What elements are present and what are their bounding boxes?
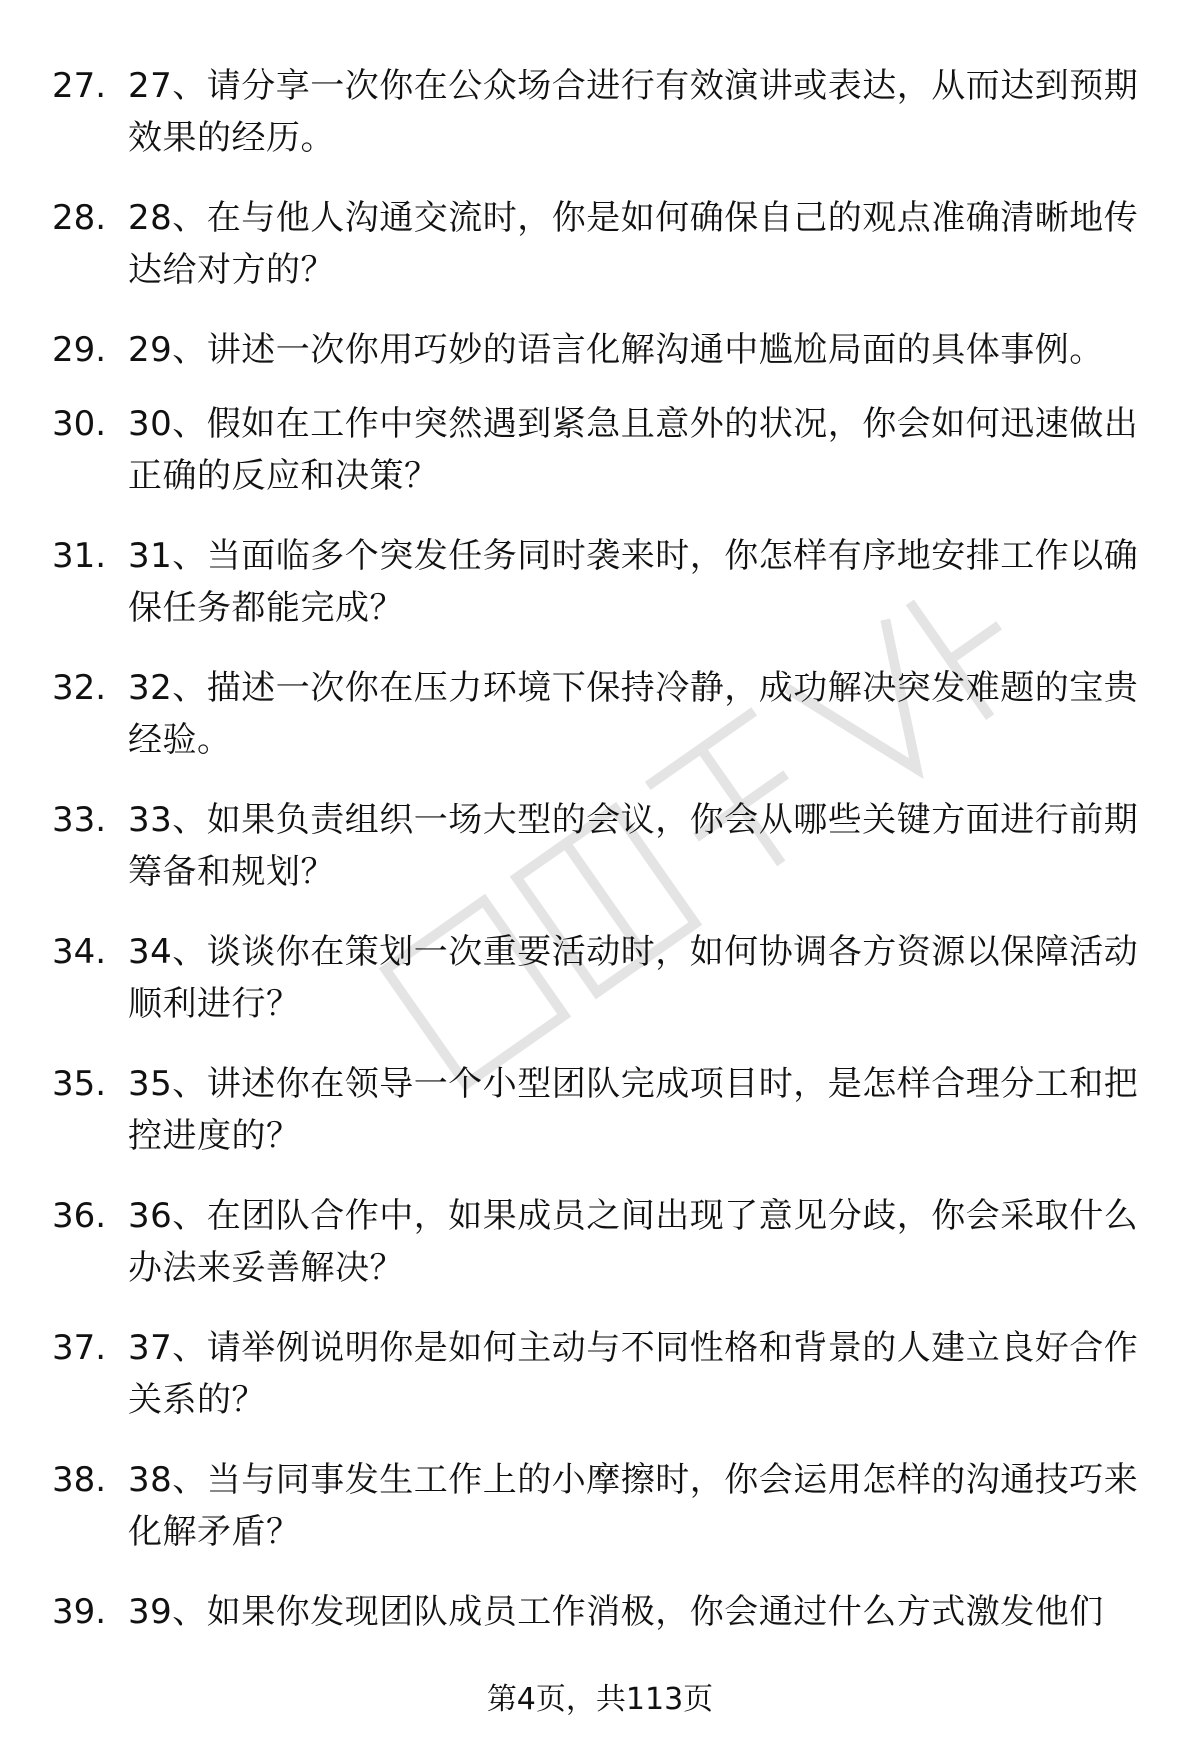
item-text: 32、描述一次你在压力环境下保持冷静，成功解决突发难题的宝贵经验。 xyxy=(128,668,1139,760)
item-text: 37、请举例说明你是如何主动与不同性格和背景的人建立良好合作关系的？ xyxy=(128,1328,1139,1420)
list-item xyxy=(0,324,1200,398)
list-item xyxy=(0,1454,1200,1586)
item-text: 31、当面临多个突发任务同时袭来时，你怎样有序地安排工作以确保任务都能完成？ xyxy=(128,536,1139,628)
list-item xyxy=(0,1322,1200,1454)
item-text: 29、讲述一次你用巧妙的语言化解沟通中尴尬局面的具体事例。 xyxy=(128,330,1104,370)
list-item xyxy=(0,192,1200,324)
item-number: 31. xyxy=(52,536,107,576)
item-text: 27、请分享一次你在公众场合进行有效演讲或表达，从而达到预期效果的经历。 xyxy=(128,66,1139,158)
item-number: 35. xyxy=(52,1064,107,1104)
list-item xyxy=(0,1058,1200,1190)
item-number: 37. xyxy=(52,1328,107,1368)
item-number: 28. xyxy=(52,198,107,238)
list-item xyxy=(0,1586,1200,1646)
item-text: 39、如果你发现团队成员工作消极，你会通过什么方式激发他们 xyxy=(128,1592,1104,1632)
item-text: 36、在团队合作中，如果成员之间出现了意见分歧，你会采取什么办法来妥善解决？ xyxy=(128,1196,1139,1288)
item-text: 30、假如在工作中突然遇到紧急且意外的状况，你会如何迅速做出正确的反应和决策？ xyxy=(128,404,1139,496)
list-item xyxy=(0,398,1200,530)
list-item xyxy=(0,662,1200,794)
item-number: 38. xyxy=(52,1460,107,1500)
item-number: 32. xyxy=(52,668,107,708)
item-text: 34、谈谈你在策划一次重要活动时，如何协调各方资源以保障活动顺利进行？ xyxy=(128,932,1139,1024)
item-text: 35、讲述你在领导一个小型团队完成项目时，是怎样合理分工和把控进度的？ xyxy=(128,1064,1139,1156)
list-item xyxy=(0,926,1200,1058)
item-text: 33、如果负责组织一场大型的会议，你会从哪些关键方面进行前期筹备和规划？ xyxy=(128,800,1139,892)
page-footer: 第4页，共113页 xyxy=(486,1682,714,1717)
item-number: 30. xyxy=(52,404,107,444)
list-item xyxy=(0,794,1200,926)
list-item xyxy=(0,1190,1200,1322)
list-item xyxy=(0,530,1200,662)
item-number: 29. xyxy=(52,330,107,370)
item-text: 28、在与他人沟通交流时，你是如何确保自己的观点准确清晰地传达给对方的？ xyxy=(128,198,1139,290)
item-number: 39. xyxy=(52,1592,107,1632)
item-number: 27. xyxy=(52,66,107,106)
item-text: 38、当与同事发生工作上的小摩擦时，你会运用怎样的沟通技巧来化解矛盾？ xyxy=(128,1460,1139,1552)
item-number: 33. xyxy=(52,800,107,840)
list-item xyxy=(0,60,1200,192)
item-number: 34. xyxy=(52,932,107,972)
question-list xyxy=(0,60,1200,1646)
item-number: 36. xyxy=(52,1196,107,1236)
